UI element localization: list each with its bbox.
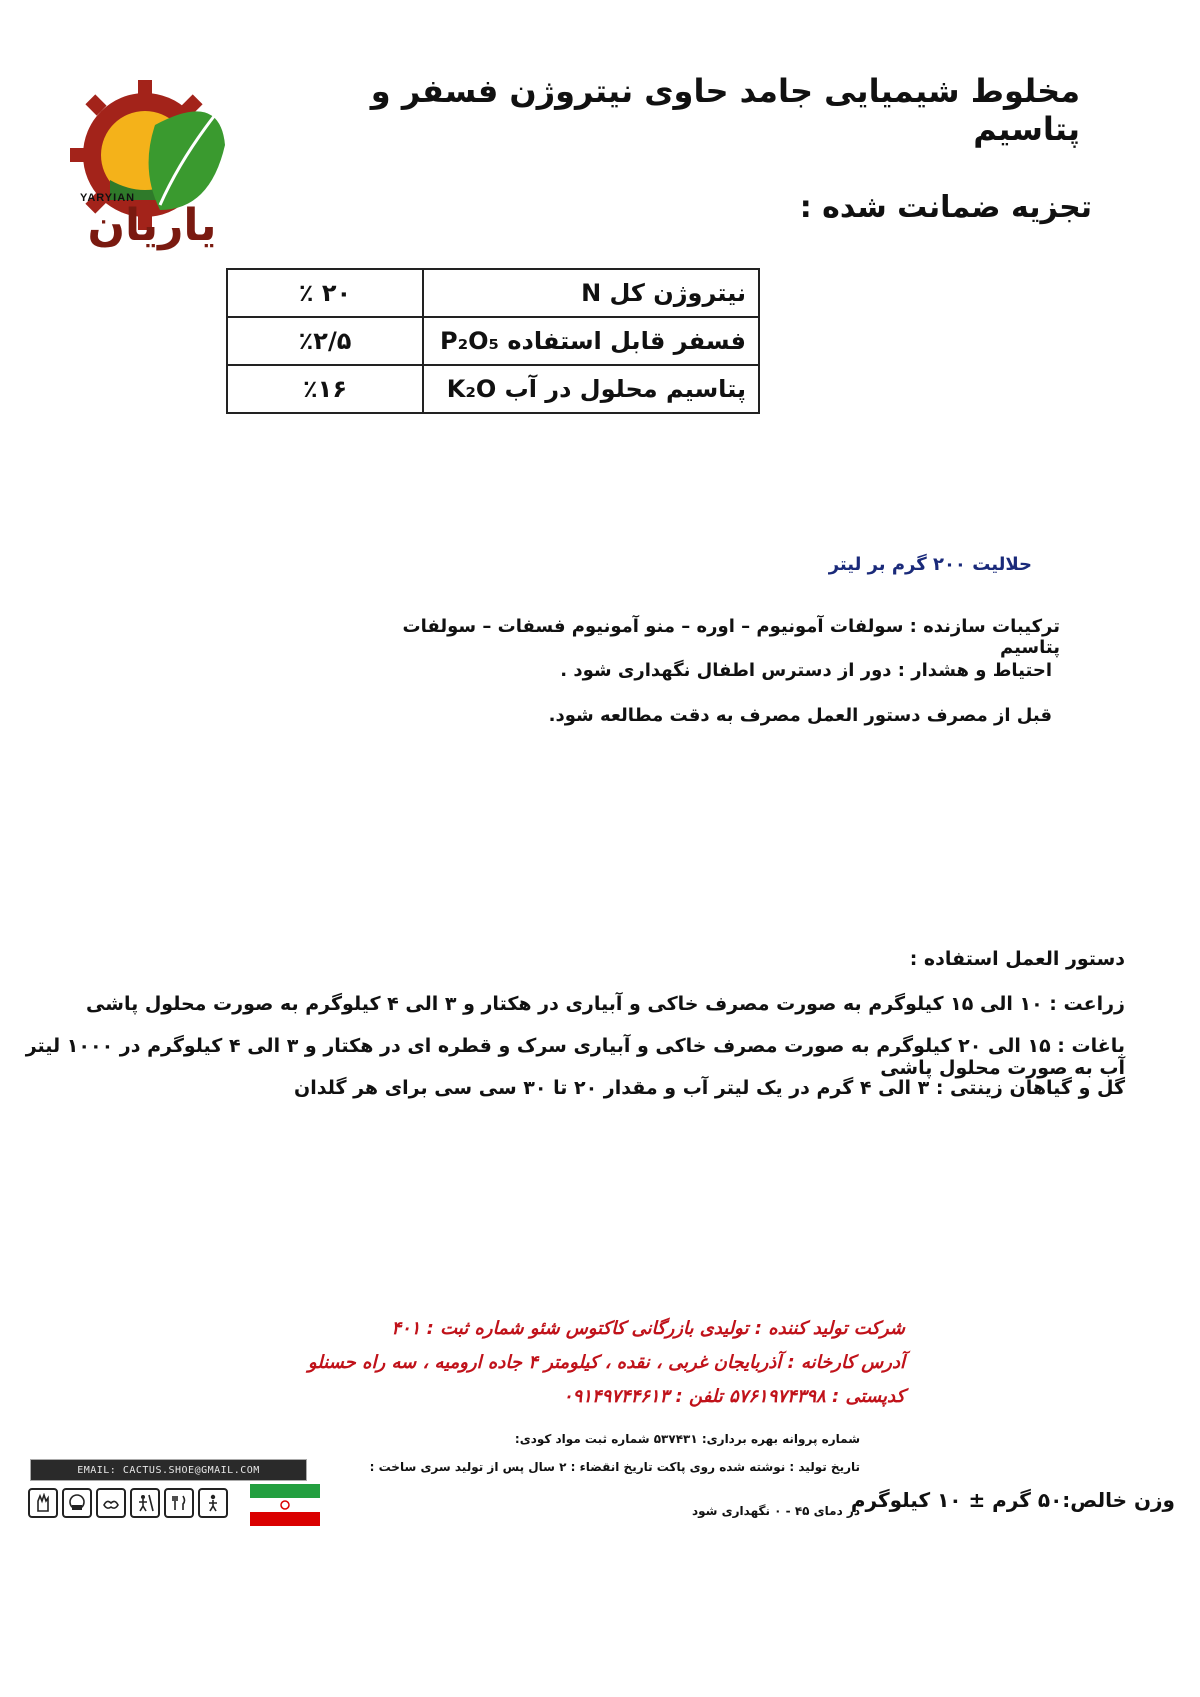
table-row — [227, 317, 759, 365]
safety-icons — [28, 1488, 228, 1518]
page-title: مخلوط شیمیایی جامد حاوی نیتروژن فسفر و پتاسیم — [370, 72, 1080, 148]
instructions-warning-text: قبل از مصرف دستور العمل مصرف به دقت مطالعه شود. — [548, 705, 1052, 726]
usage-orchards: باغات : ۱۵ الی ۲۰ کیلوگرم به صورت مصرف خاکی و آبیاری سرک و قطره ای در هکتار و ۳ الی ۴ کیلوگرم در ۱۰۰۰ لیتر آب به صورت محلول پاشی — [25, 1035, 1125, 1079]
analysis-value: ٪۲/۵ — [227, 317, 423, 365]
analysis-label: نیتروژن کل N — [423, 269, 759, 317]
producer-company: شرکت تولید کننده : تولیدی بازرگانی کاکتوس شئو شماره ثبت : ۴۰۱ — [391, 1318, 905, 1339]
producer-address: آدرس کارخانه : آذربایجان غربی ، نقده ، کیلومتر ۴ جاده ارومیه ، سه راه حسنلو — [307, 1352, 905, 1373]
keep-away-icon — [130, 1488, 160, 1518]
solubility-text: حلالیت ۲۰۰ گرم بر لیتر — [828, 554, 1032, 575]
usage-heading: دستور العمل استفاده : — [909, 948, 1125, 970]
warning-text: احتیاط و هشدار : دور از دسترس اطفال نگهداری شود . — [560, 660, 1052, 681]
net-weight: وزن خالص:۵۰ گرم ± ۱۰ کیلوگرم — [850, 1488, 1175, 1512]
analysis-table — [226, 268, 760, 414]
storage-temperature: در دمای ۴۵ - ۰ نگهداری شود — [691, 1504, 860, 1518]
usage-flowers: گل و گیاهان زینتی : ۳ الی ۴ گرم در یک لیتر آب و مقدار ۲۰ تا ۳۰ سی سی برای هر گلدان — [293, 1077, 1125, 1099]
registration-license: شماره پروانه بهره برداری: ۵۳۷۴۳۱ شماره ثبت مواد کودی: — [514, 1432, 860, 1446]
analysis-heading: تجزیه ضمانت شده : — [799, 190, 1092, 225]
registration-dates: تاریخ تولید : نوشته شده روی پاکت تاریخ انقضاء : ۲ سال پس از تولید سری ساخت : — [369, 1460, 860, 1474]
analysis-value: ٪۱۶ — [227, 365, 423, 413]
no-food-icon — [164, 1488, 194, 1518]
iran-flag-icon — [250, 1484, 320, 1526]
analysis-label: فسفر قابل استفاده P₂O₅ — [423, 317, 759, 365]
analysis-label: پتاسیم محلول در آب K₂O — [423, 365, 759, 413]
table-row — [227, 365, 759, 413]
brand-latin: YARYIAN — [80, 192, 136, 204]
composition-text: ترکیبات سازنده : سولفات آمونیوم – اوره – منو آمونیوم فسفات – سولفات پتاسیم — [402, 616, 1060, 658]
table-row — [227, 269, 759, 317]
usage-farming: زراعت : ۱۰ الی ۱۵ کیلوگرم به صورت مصرف خاکی و آبیاری در هکتار و ۳ الی ۴ کیلوگرم به صورت محلول پاشی — [86, 993, 1125, 1015]
mask-icon — [62, 1488, 92, 1518]
analysis-value: ۲۰ ٪ — [227, 269, 423, 317]
child-safety-icon — [198, 1488, 228, 1518]
gloves-icon — [28, 1488, 58, 1518]
brand-name: یاریان — [87, 200, 217, 251]
wash-hands-icon — [96, 1488, 126, 1518]
email-band: EMAIL: CACTUS.SHOE@GMAIL.COM — [30, 1459, 307, 1481]
producer-contact: کدپستی : ۵۷۶۱۹۷۴۳۹۸ تلفن : ۰۹۱۴۹۷۴۴۶۱۳ — [562, 1386, 905, 1407]
